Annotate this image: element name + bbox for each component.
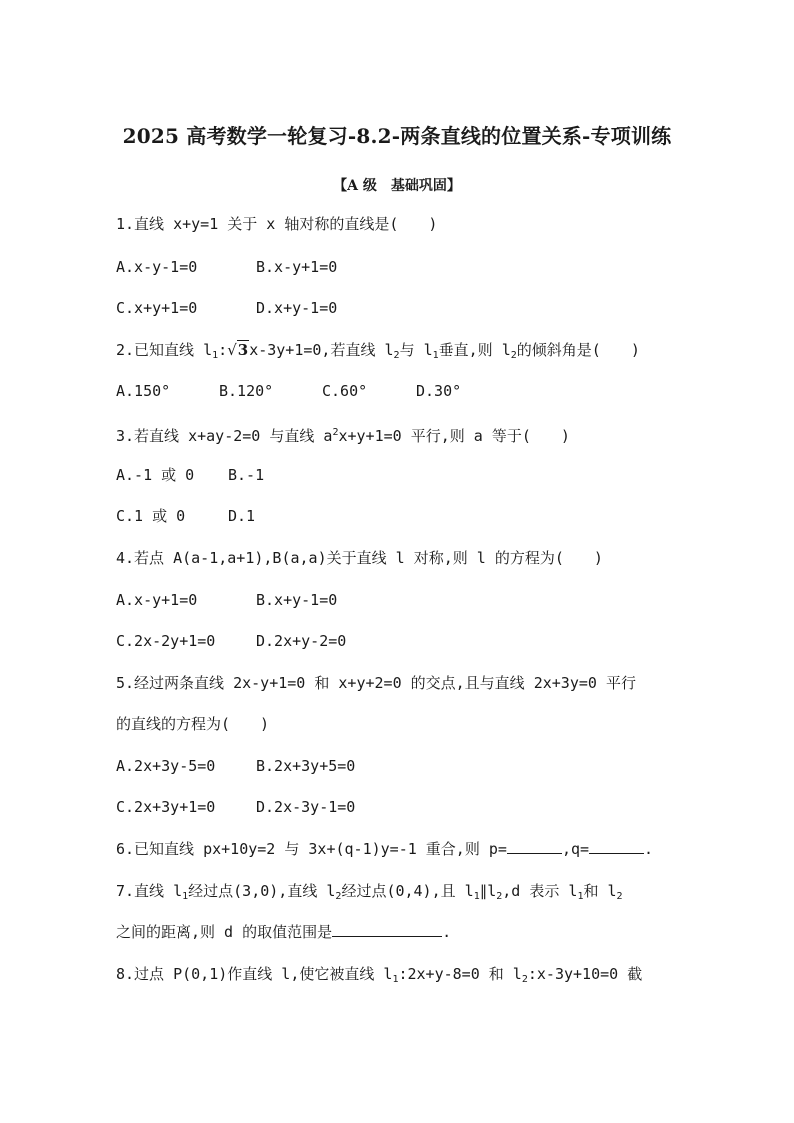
q7-text: 经过点(0,4),且 l xyxy=(341,882,474,900)
q6-text: ,q= xyxy=(561,840,590,858)
q2-text: 的倾斜角是( ) xyxy=(516,341,640,359)
q2-text: : xyxy=(218,341,228,359)
q7-stem-line-2 xyxy=(116,922,451,942)
q5-option-b: B.2x+3y+5=0 xyxy=(256,757,356,775)
answer-blank[interactable] xyxy=(332,922,442,937)
subscript: 2 xyxy=(335,891,342,902)
q2-text: 2.已知直线 l xyxy=(116,341,213,359)
q4-option-b: B.x+y-1=0 xyxy=(256,591,338,609)
q3-text: x+y+1=0 平行,则 a 等于( ) xyxy=(338,427,570,445)
q7-stem-line-1 xyxy=(116,881,623,907)
q3-option-d: D.1 xyxy=(228,507,256,525)
q7-text: ,d 表示 l xyxy=(502,882,578,900)
q5-option-c: C.2x+3y+1=0 xyxy=(116,798,216,816)
q7-text: 7.直线 l xyxy=(116,882,183,900)
q4-stem: 4.若点 A(a-1,a+1),B(a,a)关于直线 l 对称,则 l 的方程为( ) xyxy=(116,549,603,567)
q8-text: :2x+y-8=0 和 l xyxy=(398,965,522,983)
q5-option-a: A.2x+3y-5=0 xyxy=(116,757,216,775)
q5-options-row-1 xyxy=(116,756,355,776)
q5-options-row-2 xyxy=(116,797,355,817)
q4-options-row-2 xyxy=(116,631,346,651)
subscript: 2 xyxy=(510,350,517,361)
q1-options-row-2 xyxy=(116,298,337,318)
q8-text: :x-3y+10=0 截 xyxy=(527,965,643,983)
q1-option-d: D.x+y-1=0 xyxy=(256,299,338,317)
q5-stem-line-1: 5.经过两条直线 2x-y+1=0 和 x+y+2=0 的交点,且与直线 2x+3y=0 平行 xyxy=(116,674,636,692)
subscript: 1 xyxy=(182,891,189,902)
q6-stem xyxy=(116,839,653,859)
q6-text: 6.已知直线 px+10y=2 与 3x+(q-1)y=-1 重合,则 p= xyxy=(116,840,507,858)
subscript: 1 xyxy=(392,974,399,985)
q8-text: 8.过点 P(0,1)作直线 l,使它被直线 l xyxy=(116,965,393,983)
subscript: 2 xyxy=(616,891,623,902)
q1-option-c: C.x+y+1=0 xyxy=(116,299,198,317)
document-title: 2025 高考数学一轮复习-8.2-两条直线的位置关系-专项训练 xyxy=(122,124,672,148)
subscript: 1 xyxy=(212,350,219,361)
q5-stem-line-2: 的直线的方程为( ) xyxy=(116,715,270,733)
q8-stem xyxy=(116,964,642,990)
q1-option-a: A.x-y-1=0 xyxy=(116,258,198,276)
q3-options-row-2 xyxy=(116,506,255,526)
q7-text: ∥l xyxy=(479,882,497,900)
section-heading: 【A 级 基础巩固】 xyxy=(333,178,461,194)
q3-option-c: C.1 或 0 xyxy=(116,507,186,525)
q3-options-row-1 xyxy=(116,465,264,485)
subscript: 2 xyxy=(393,350,400,361)
q2-option-d: D.30° xyxy=(416,382,462,400)
subscript: 1 xyxy=(473,891,480,902)
q3-option-b: B.-1 xyxy=(228,466,265,484)
q2-stem xyxy=(116,340,640,366)
superscript: 2 xyxy=(332,427,339,438)
q1-stem: 1.直线 x+y=1 关于 x 轴对称的直线是( ) xyxy=(116,215,438,233)
q1-options-row-1 xyxy=(116,257,337,277)
sqrt-symbol: √ xyxy=(227,341,237,359)
q4-option-a: A.x-y+1=0 xyxy=(116,591,198,609)
q2-text: x-3y+1=0,若直线 l xyxy=(249,341,394,359)
q7-text: 之间的距离,则 d 的取值范围是 xyxy=(116,923,333,941)
q2-option-b: B.120° xyxy=(219,382,274,400)
q7-text: . xyxy=(442,923,452,941)
q4-option-c: C.2x-2y+1=0 xyxy=(116,632,216,650)
sqrt-radicand: 3 xyxy=(237,341,249,359)
q2-options-row xyxy=(116,381,461,401)
subscript: 1 xyxy=(577,891,584,902)
q3-stem xyxy=(116,423,570,446)
q7-text: 和 l xyxy=(583,882,617,900)
q1-option-b: B.x-y+1=0 xyxy=(256,258,338,276)
q2-option-c: C.60° xyxy=(322,382,368,400)
q5-option-d: D.2x-3y-1=0 xyxy=(256,798,356,816)
subscript: 2 xyxy=(521,974,528,985)
q2-text: 垂直,则 l xyxy=(438,341,511,359)
q3-text: 3.若直线 x+ay-2=0 与直线 a xyxy=(116,427,333,445)
q6-text: . xyxy=(644,840,654,858)
q4-option-d: D.2x+y-2=0 xyxy=(256,632,347,650)
q4-options-row-1 xyxy=(116,590,337,610)
answer-blank[interactable] xyxy=(589,839,644,854)
q2-option-a: A.150° xyxy=(116,382,171,400)
q3-option-a: A.-1 或 0 xyxy=(116,466,195,484)
q2-text: 与 l xyxy=(399,341,433,359)
answer-blank[interactable] xyxy=(507,839,562,854)
q7-text: 经过点(3,0),直线 l xyxy=(188,882,336,900)
subscript: 2 xyxy=(496,891,503,902)
subscript: 1 xyxy=(432,350,439,361)
